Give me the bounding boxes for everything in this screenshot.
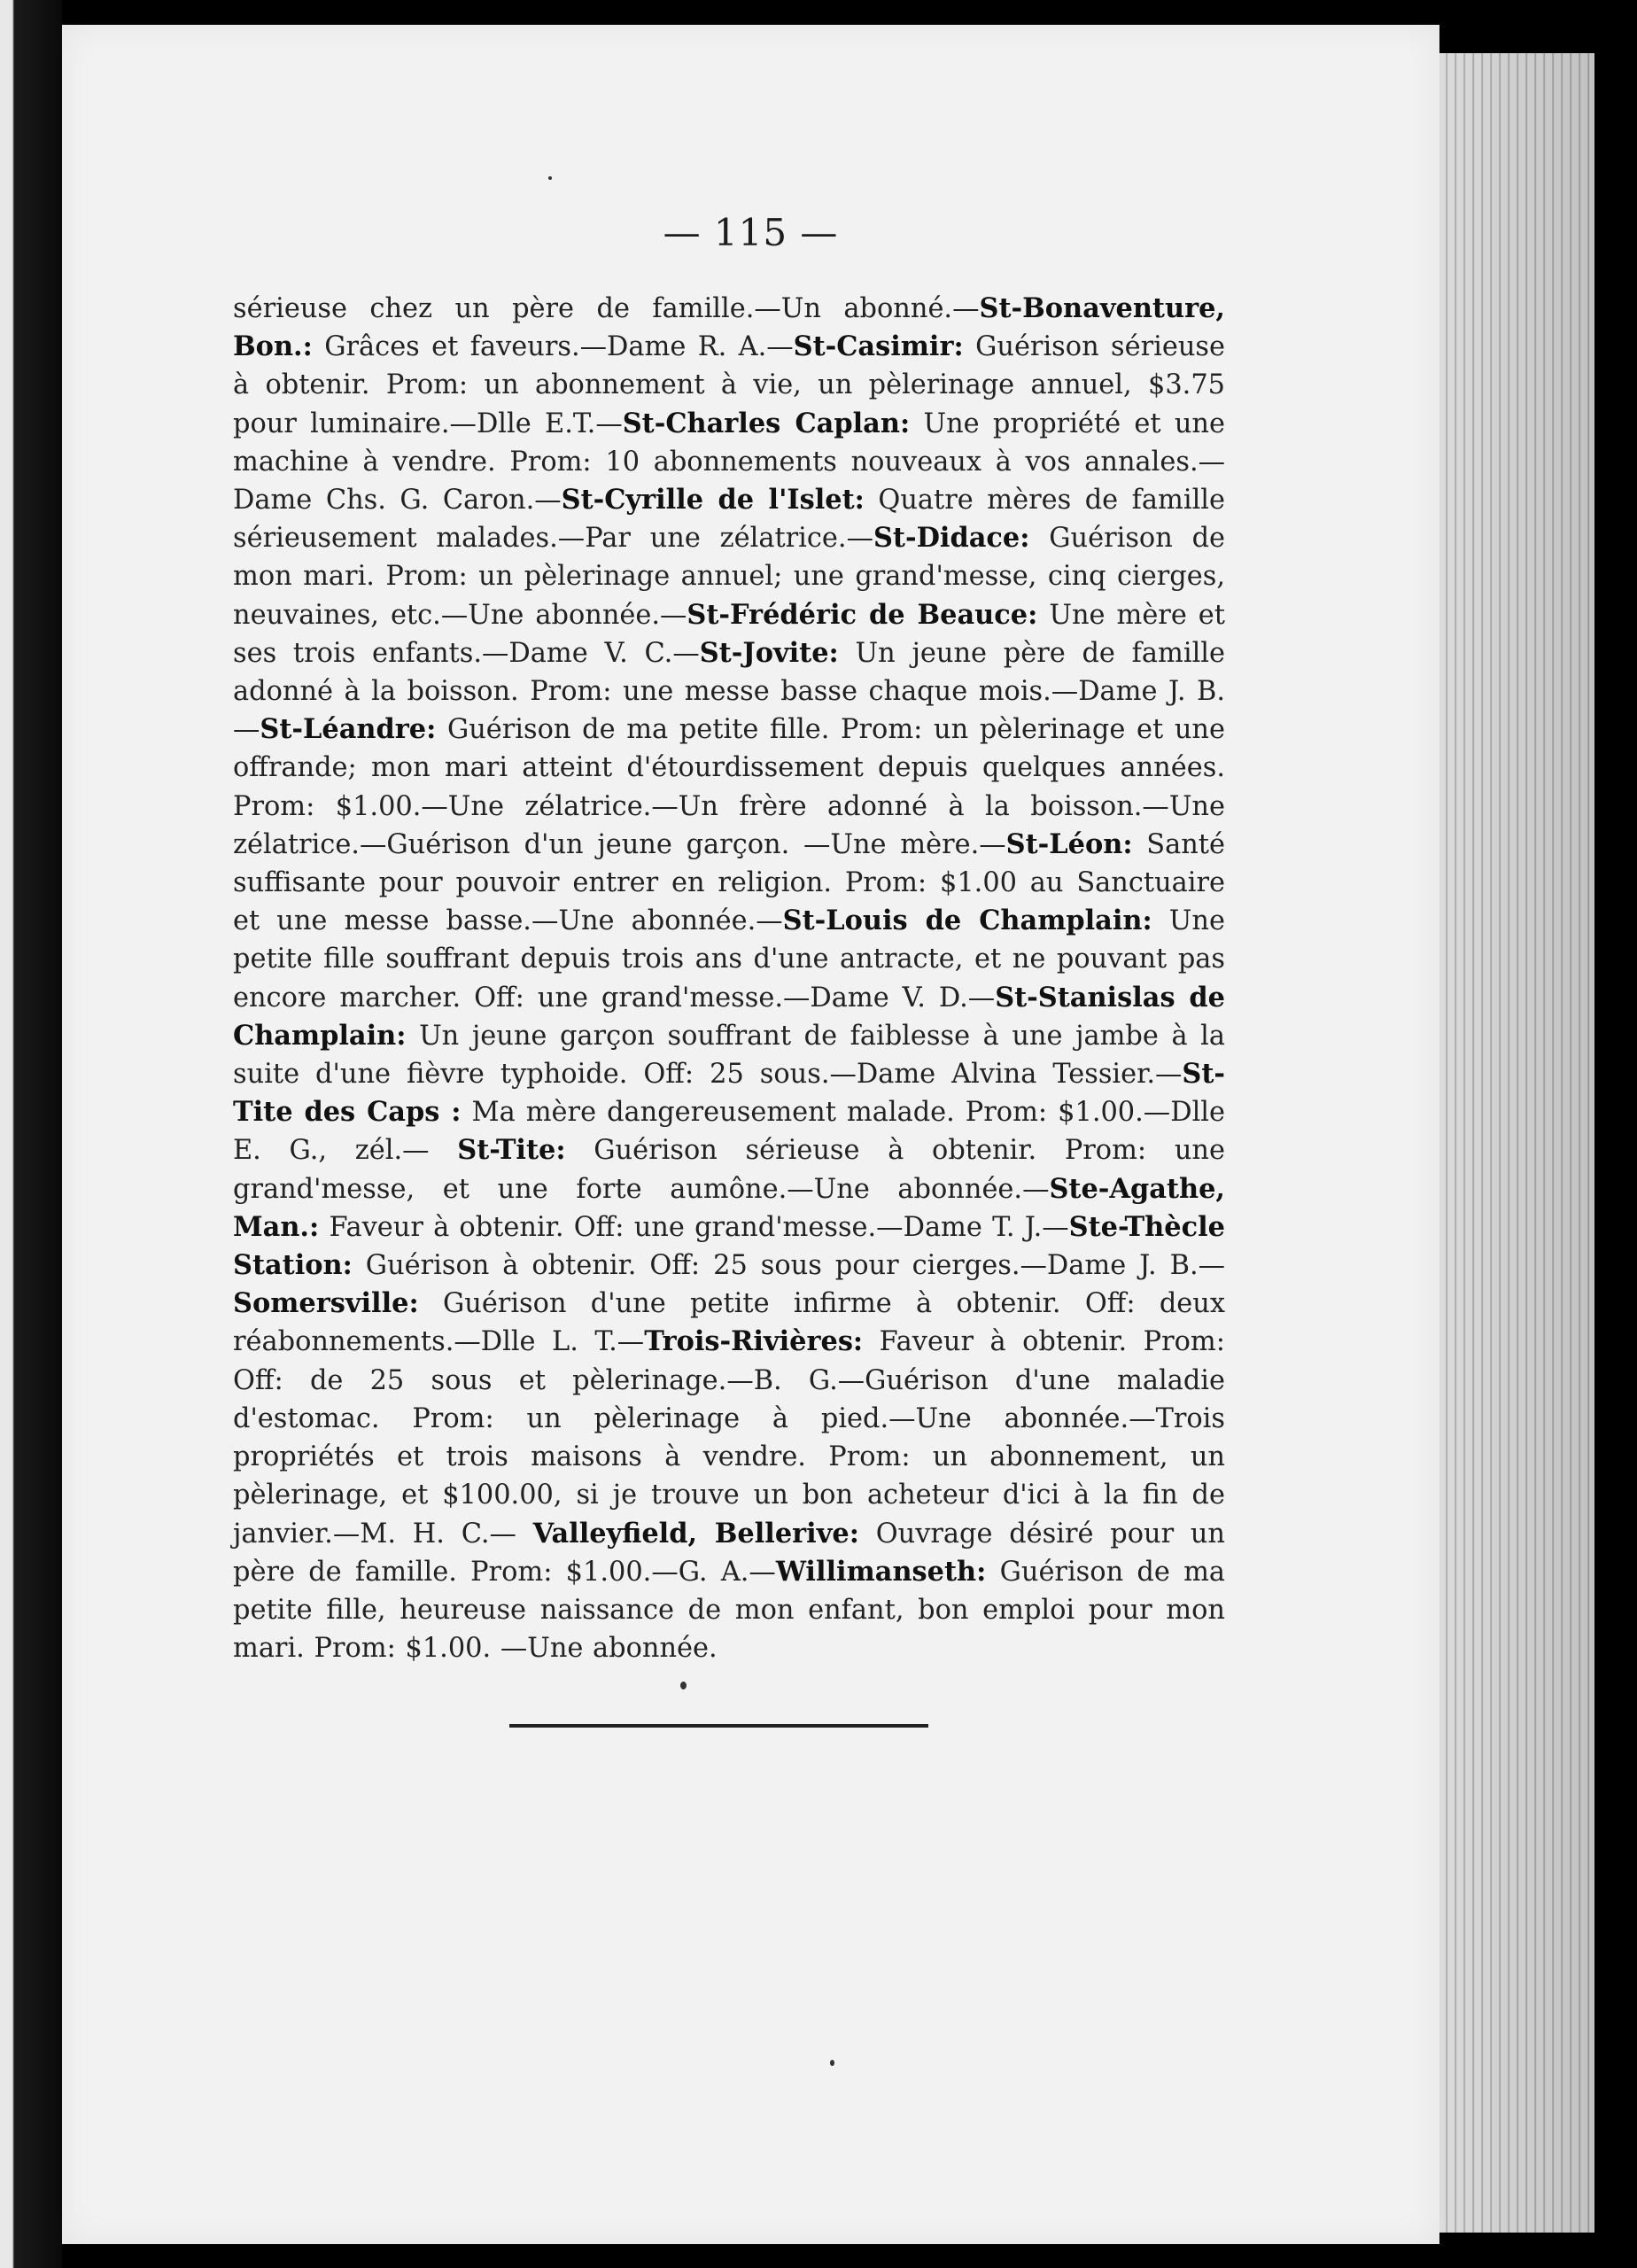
place-name-heading: St-Didace:	[873, 522, 1030, 555]
body-paragraph	[233, 290, 1225, 1667]
place-name-heading: St-Louis de Champlain:	[782, 905, 1152, 937]
paper-speck	[548, 176, 552, 180]
place-name-heading: St-Charles Caplan:	[622, 407, 911, 439]
entry-text: Guérison sérieuse à obtenir. Prom: un abonnement à vie, un pèlerinage annuel, $3.75 pour luminaire.—Dlle E.T.—	[233, 331, 1225, 439]
place-name-heading: St-Cyrille de l'Islet:	[561, 484, 865, 517]
place-name-heading: St-Bonaventure, Bon.:	[233, 292, 1225, 363]
place-name-heading: St-Stanislas de Champlain:	[233, 981, 1225, 1052]
book-left-edge	[0, 0, 62, 2268]
paper-speck	[830, 2060, 834, 2066]
place-name-heading: St-Léandre:	[260, 713, 437, 746]
entry-text: Guérison de ma petite fille, heureuse naissance de mon enfant, bon emploi pour mon mari. Prom: $1.00. —Une abonnée.	[233, 1556, 1226, 1665]
place-name-heading: St-Jovite:	[699, 636, 839, 669]
entry-text: Un jeune garçon souffrant de faiblesse à une jambe à la suite d'une fièvre typhoide. Off: 25 sous.—Dame Alvina Tessier.—	[233, 1020, 1225, 1091]
place-name-heading: Ste-Agathe, Man.:	[233, 1172, 1225, 1243]
page-number: — 115 —	[663, 211, 839, 254]
entry-text: Un jeune père de famille adonné à la boisson. Prom: une messe basse chaque mois.—Dame J. B.—	[233, 637, 1225, 746]
place-name-heading: Trois-Rivières:	[644, 1325, 864, 1358]
entry-text: Quatre mères de famille sérieusement malades.—Par une zélatrice.—	[233, 485, 1226, 555]
entry-text: Faveur à obtenir. Prom: Off: de 25 sous et pèlerinage.—B. G.—Guérison d'une maladie d'estomac. Prom: un pèlerinage à pied.—Une abonnée.—Trois propriétés et trois maisons à vendre. Prom: un abonnement, un pèlerinage, et $100.00, si je trouve un bon acheteur d'ici à la fin de janvier.—M. H. C.—	[233, 1326, 1225, 1550]
entry-text: Ouvrage désiré pour un père de famille. Prom: $1.00.—G. A.—	[233, 1518, 1225, 1588]
place-name-heading: St-Casimir:	[793, 330, 964, 363]
place-name-heading: St-Frédéric de Beauce:	[687, 598, 1038, 631]
section-end-rule	[509, 1724, 928, 1728]
entry-text: Guérison d'une petite infirme à obtenir. Off: deux réabonnements.—Dlle L. T.—	[233, 1288, 1225, 1358]
entry-text: Une propriété et une machine à vendre. Prom: 10 abonnements nouveaux à vos annales.—Dame Chs. G. Caron.—	[233, 408, 1225, 517]
entry-text: sérieuse chez un père de famille.—Un abonné.—	[233, 293, 980, 324]
entry-text: Ma mère dangereusement malade. Prom: $1.00.—Dlle E. G., zél.—	[233, 1097, 1225, 1167]
place-name-heading: Ste-Thècle Station:	[233, 1210, 1225, 1282]
entry-text: Guérison sérieuse à obtenir. Prom: une grand'messe, et une forte aumône.—Une abonnée.—	[233, 1135, 1225, 1205]
paper-speck	[680, 1682, 687, 1689]
entry-text: Une mère et ses trois enfants.—Dame V. C.—	[233, 599, 1226, 669]
entry-text: Guérison à obtenir. Off: 25 sous pour cierges.—Dame J. B.—	[352, 1250, 1225, 1282]
place-name-heading: Somersville:	[233, 1287, 419, 1320]
place-name-heading: St-Tite:	[457, 1134, 566, 1167]
place-name-heading: St-Léon:	[1005, 827, 1133, 860]
entry-text: Une petite fille souffrant depuis trois ans d'une antracte, et ne pouvant pas encore marcher. Off: une grand'messe.—Dame V. D.—	[233, 905, 1225, 1014]
entry-text: Grâces et faveurs.—Dame R. A.—	[312, 331, 794, 363]
place-name-heading: Willimanseth:	[775, 1555, 987, 1588]
entry-text: Faveur à obtenir. Off: une grand'messe.—Dame T. J.—	[319, 1211, 1069, 1243]
place-name-heading: Valleyfield, Bellerive:	[532, 1517, 859, 1550]
place-name-heading: St-Tite des Caps :	[233, 1058, 1225, 1129]
entry-text: Guérison de mon mari. Prom: un pèlerinage annuel; une grand'messe, cinq cierges, neuvaines, etc.—Une abonnée.—	[233, 523, 1226, 631]
entry-text: Santé suffisante pour pouvoir entrer en religion. Prom: $1.00 au Sanctuaire et une messe basse.—Une abonnée.—	[233, 828, 1225, 937]
entry-text: Guérison de ma petite fille. Prom: un pèlerinage et une offrande; mon mari atteint d'étourdissement depuis quelques années. Prom: $1.00.—Une zélatrice.—Un frère adonné à la boisson.—Une zélatrice.—Guérison d'un jeune garçon. —Une mère.—	[233, 714, 1225, 860]
page-stack-shadow	[1439, 53, 1594, 2233]
